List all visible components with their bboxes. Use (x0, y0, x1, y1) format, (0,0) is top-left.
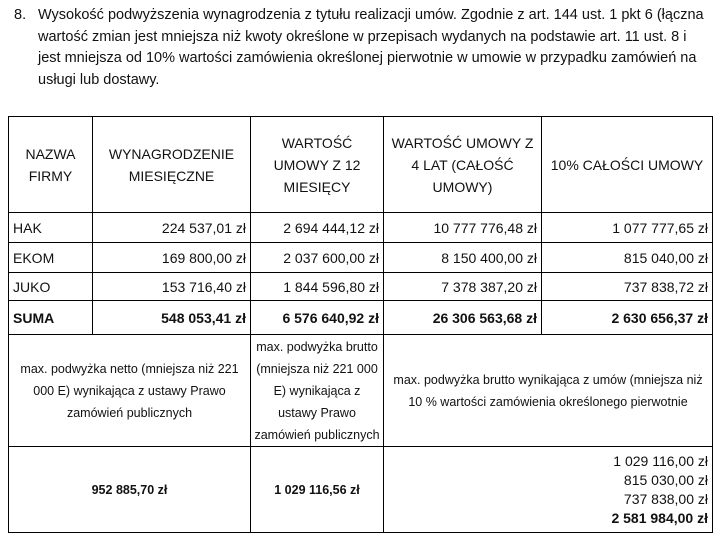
table-row (9, 213, 713, 243)
sum-value: 548 053,41 zł (93, 301, 251, 335)
col-header-10-percent: 10% CAŁOŚCI UMOWY (542, 117, 713, 213)
cell-value: 1 077 777,65 zł (542, 213, 713, 243)
firm-name: HAK (9, 213, 93, 243)
cell-value: 224 537,01 zł (93, 213, 251, 243)
cell-value: 8 150 400,00 zł (384, 243, 542, 273)
heading-number: 8. (14, 7, 27, 23)
brutto-raise-label: max. podwyżka brutto (mniejsza niż 221 000 E) wynikająca z ustawy Prawo zamówień publicznych (251, 335, 384, 447)
table-header-row (9, 117, 713, 213)
col-header-12-months: WARTOŚĆ UMOWY Z 12 MIESIĘCY (251, 117, 384, 213)
cell-value: 737 838,72 zł (542, 273, 713, 301)
contract-value-juko: 737 838,00 zł (623, 490, 708, 507)
cell-value: 10 777 776,48 zł (384, 213, 542, 243)
cell-value: 1 844 596,80 zł (251, 273, 384, 301)
raise-values-row (9, 447, 713, 533)
contract-value-ekom: 815 030,00 zł (623, 471, 708, 488)
sum-row (9, 301, 713, 335)
sum-label: SUMA (9, 301, 93, 335)
netto-raise-label: max. podwyżka netto (mniejsza niż 221 000 E) wynikająca z ustawy Prawo zamówień publicznych (9, 335, 251, 447)
firm-name: EKOM (9, 243, 93, 273)
cell-value: 169 800,00 zł (93, 243, 251, 273)
contract-value-hak: 1 029 116,00 zł (613, 452, 708, 469)
contract-value-total: 2 581 984,00 zł (611, 509, 708, 526)
contract-raise-values (384, 447, 713, 533)
contract-raise-label: max. podwyżka brutto wynikająca z umów (mniejsza niż 10 % wartości zamówienia określonego pierwotnie (384, 335, 713, 447)
contracts-table (8, 116, 713, 533)
sum-value: 26 306 563,68 zł (384, 301, 542, 335)
sum-value: 6 576 640,92 zł (251, 301, 384, 335)
brutto-raise-value: 1 029 116,56 zł (251, 447, 384, 533)
netto-raise-value: 952 885,70 zł (9, 447, 251, 533)
firm-name: JUKO (9, 273, 93, 301)
cell-value: 2 037 600,00 zł (251, 243, 384, 273)
cell-value: 153 716,40 zł (93, 273, 251, 301)
cell-value: 815 040,00 zł (542, 243, 713, 273)
col-header-firm: NAZWA FIRMY (9, 117, 93, 213)
cell-value: 7 378 387,20 zł (384, 273, 542, 301)
col-header-4-years: WARTOŚĆ UMOWY Z 4 LAT (CAŁOŚĆ UMOWY) (384, 117, 542, 213)
col-header-monthly: WYNAGRODZENIE MIESIĘCZNE (93, 117, 251, 213)
cell-value: 2 694 444,12 zł (251, 213, 384, 243)
sum-value: 2 630 656,37 zł (542, 301, 713, 335)
table-row (9, 243, 713, 273)
table-row (9, 273, 713, 301)
heading (14, 5, 704, 91)
heading-text: Wysokość podwyższenia wynagrodzenia z tytułu realizacji umów. Zgodnie z art. 144 ust. 1 pkt 6 (łączna wartość zmian jest mniejsza niż kwoty określone w przepisach wydanych na podstawie art. 11 ust. 8 i jest mniejsza od 10% wartości zamówienia określonej pierwotnie w umowie w przypadku zamówień na usługi lub dostawy. (38, 7, 704, 88)
raise-labels-row (9, 335, 713, 447)
